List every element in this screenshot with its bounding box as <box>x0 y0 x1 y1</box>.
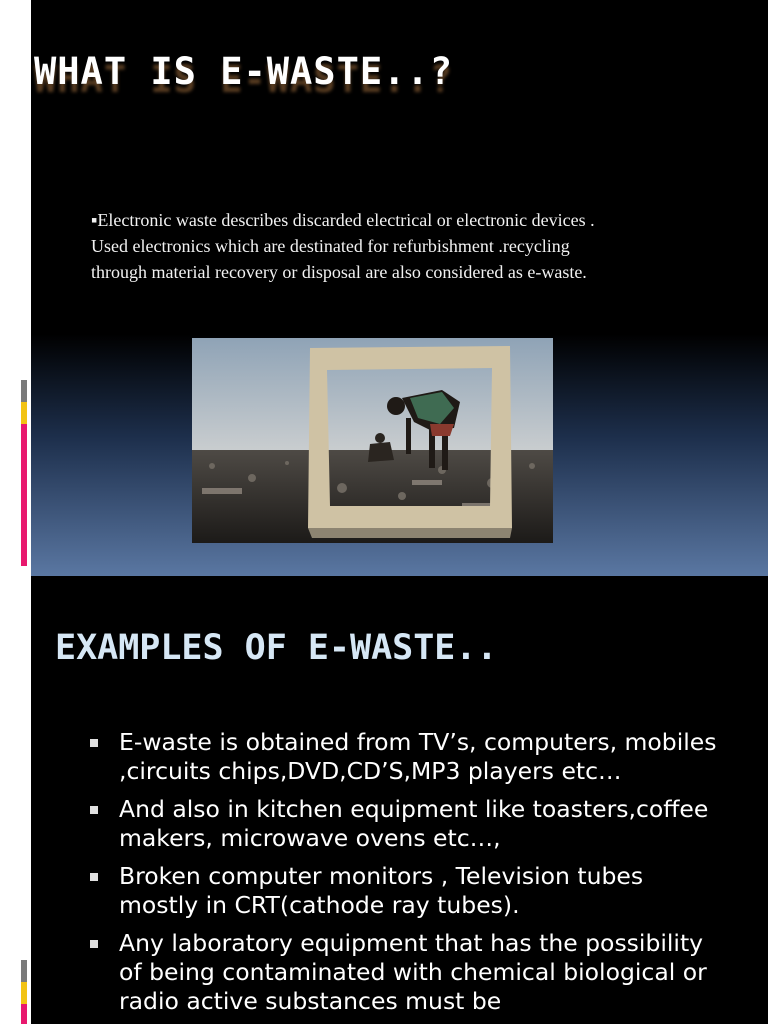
list-item <box>88 728 728 786</box>
accent-strip-pink-2 <box>21 1004 27 1024</box>
examples-bullet-list <box>88 728 728 1025</box>
accent-strip-gray-2 <box>21 960 27 982</box>
slide2-title: EXAMPLES OF E-WASTE.. <box>55 628 498 668</box>
list-item <box>88 929 728 1016</box>
slide-title: WHAT IS E-WASTE..? <box>34 50 453 93</box>
list-item <box>88 862 728 920</box>
bullet-icon <box>90 739 98 747</box>
left-margin <box>0 0 31 1024</box>
bullet-text: Broken computer monitors , Television tubes mostly in CRT(cathode ray tubes). <box>119 862 644 919</box>
accent-strip-gray <box>21 380 27 402</box>
slide-what-is-ewaste <box>31 0 768 576</box>
accent-strip-yellow <box>21 402 27 424</box>
bullet-text: E-waste is obtained from TV’s, computers, mobiles ,circuits chips,DVD,CD’S,MP3 players etc… <box>119 728 717 785</box>
bullet-icon <box>90 806 98 814</box>
bullet-text: Any laboratory equipment that has the possibility of being contaminated with chemical biological or radio active substances must be <box>119 929 707 1015</box>
ewaste-photo <box>192 338 553 543</box>
bullet-text: And also in kitchen equipment like toasters,coffee makers, microwave ovens etc…, <box>119 795 709 852</box>
accent-strip-pink <box>21 424 27 566</box>
list-item <box>88 795 728 853</box>
accent-strip-yellow-2 <box>21 982 27 1004</box>
slide-body-text: ▪Electronic waste describes discarded electrical or electronic devices . Used electronics which are destinated for refurbishment .recycling through material recovery or disposal are also considered as e-waste. <box>91 210 595 282</box>
bullet-icon <box>90 873 98 881</box>
bullet-icon <box>90 940 98 948</box>
